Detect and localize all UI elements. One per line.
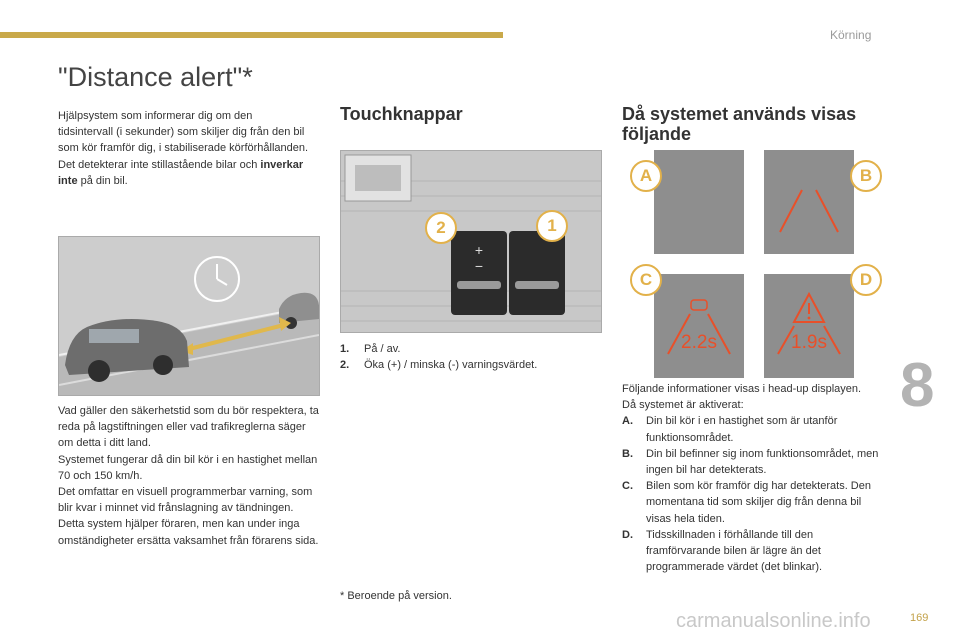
touch-heading: Touchknappar xyxy=(340,104,463,124)
display-heading: Då systemet används visas följande xyxy=(622,104,857,144)
list-item: B. Din bil befinner sig inom funktionsområdet, men ingen bil har detekterats. xyxy=(622,447,879,477)
top-accent-bar xyxy=(0,32,503,38)
footnote: * Beroende på version. xyxy=(340,590,452,602)
hud-panel-c xyxy=(654,274,744,378)
touch-buttons-illustration xyxy=(340,150,602,333)
paragraph: Systemet fungerar då din bil kör i en hastighet mellan 70 och 150 km/h. xyxy=(58,453,318,482)
list-item: C. Bilen som kör framför dig har detekterats. Den momentana tid som skiljer dig från denna bil visas hela tiden. xyxy=(622,480,871,525)
paragraph: Detta system hjälper föraren, men kan under inga omständigheter ersätta vaksamhet från förarens sida. xyxy=(58,518,319,547)
hud-panel-b xyxy=(764,150,854,254)
paragraph: Vad gäller den säkerhetstid som du bör respektera, ta reda på lagstiftningen eller vad trafikreglerna säger om detta i ditt land. xyxy=(58,405,319,450)
intro-paragraph-2: Det detekterar inte stillastående bilar och inverkar inte på din bil. xyxy=(58,158,304,187)
chapter-number: 8 xyxy=(900,351,935,420)
detected-vehicle-icon xyxy=(654,274,744,378)
hud-panel-a xyxy=(654,150,744,254)
panel-badge-a: A xyxy=(630,160,662,192)
car-distance-illustration xyxy=(58,236,320,396)
panel-badge-d: D xyxy=(850,264,882,296)
chapter-label: Körning xyxy=(830,28,872,42)
touch-list xyxy=(340,341,602,373)
svg-text:+: + xyxy=(474,242,484,258)
intro-paragraph: Hjälpsystem som informerar dig om den tidsintervall (i sekunder) som skiljer dig från den bil som kör framför dig, i stabiliserade körförhållanden. xyxy=(58,110,309,155)
list-item: 1. På / av. xyxy=(340,343,401,355)
paragraph: Följande informationer visas i head-up displayen. xyxy=(622,383,862,395)
left-body-text xyxy=(58,403,322,549)
list-item: 2. Öka (+) / minska (-) varningsvärdet. xyxy=(340,359,538,372)
page-number: 169 xyxy=(910,612,929,624)
hud-panel-d xyxy=(764,274,854,378)
intro-text xyxy=(58,108,310,189)
paragraph: Då systemet är aktiverat: xyxy=(622,399,744,412)
svg-text:−: − xyxy=(474,258,484,274)
emphasis: inverkar inte xyxy=(58,158,304,187)
panel-badge-b: B xyxy=(850,160,882,192)
display-text xyxy=(622,381,888,575)
lane-lines-icon xyxy=(764,150,854,254)
list-item: D. Tidsskillnaden i förhållande till den framförvarande bilen är lägre än det programmerade värdet (det blinkar). xyxy=(622,528,823,574)
callout-badge-2: 2 xyxy=(425,212,457,244)
list-item: A. Din bil kör i en hastighet som är utanför funktionsområdet. xyxy=(622,415,838,444)
time-gap-value: 2.2s xyxy=(681,332,717,353)
watermark: carmanualsonline.info xyxy=(676,610,871,632)
paragraph: Det omfattar en visuell programmerbar varning, som blir kvar i minnet vid frånslagning av tändningen. xyxy=(58,486,313,515)
time-gap-value: 1.9s xyxy=(791,332,827,353)
warning-triangle-icon xyxy=(764,274,854,378)
callout-badge-1: 1 xyxy=(536,210,568,242)
panel-badge-c: C xyxy=(630,264,662,296)
page-title: "Distance alert"* xyxy=(58,62,253,92)
